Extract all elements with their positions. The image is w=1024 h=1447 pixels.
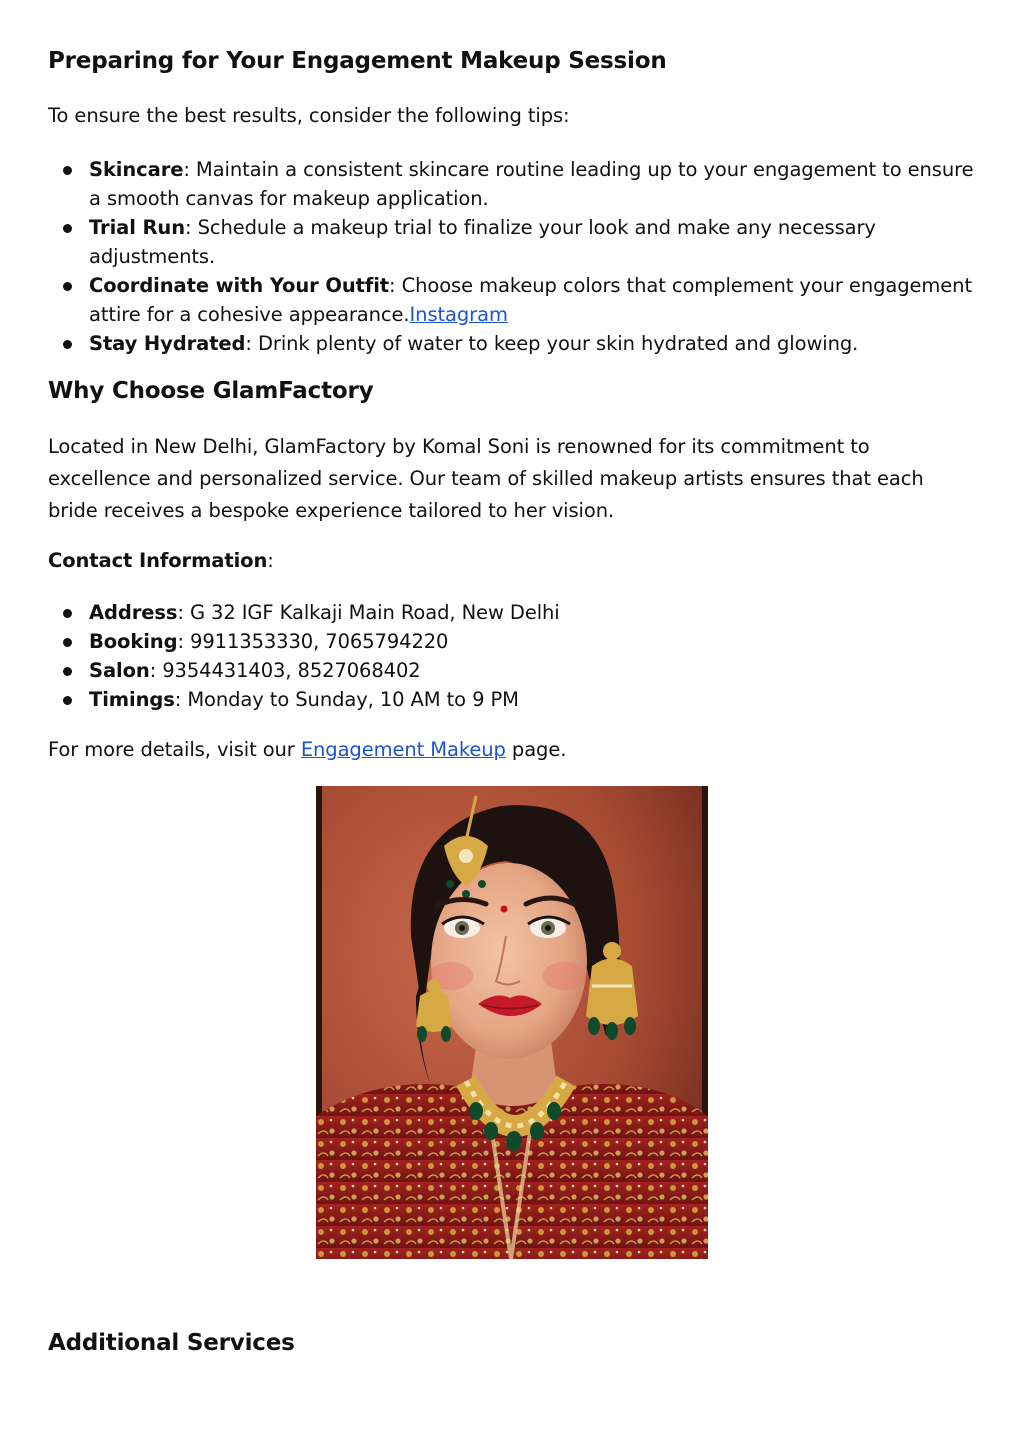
bullet-icon — [63, 638, 72, 647]
contact-separator: : — [174, 688, 188, 711]
contact-term: Booking — [89, 630, 178, 653]
details-suffix: page. — [505, 738, 567, 761]
bride-portrait-image — [316, 786, 708, 1259]
contact-separator: : — [149, 659, 163, 682]
tip-text: Drink plenty of water to keep your skin hydrated and glowing. — [257, 332, 859, 355]
instagram-link[interactable]: Instagram — [409, 303, 508, 326]
contact-separator: : — [177, 601, 190, 624]
contact-value: G 32 IGF Kalkaji Main Road, New Delhi — [189, 601, 560, 624]
tip-text: Choose makeup colors that complement your engagement attire for a cohesive appearance. — [89, 274, 972, 326]
tip-text: Maintain a consistent skincare routine leading up to your engagement to ensure a smooth canvas for makeup application. — [89, 158, 974, 210]
tip-term: Coordinate with Your Outfit — [89, 274, 390, 297]
contact-term: Salon — [89, 659, 150, 682]
bullet-icon — [63, 696, 72, 705]
bullet-icon — [63, 340, 72, 349]
list-item — [48, 213, 988, 271]
contact-value: 9911353330, 7065794220 — [190, 630, 449, 653]
list-item — [48, 271, 988, 329]
contact-value: 9354431403, 8527068402 — [162, 659, 421, 682]
bullet-icon — [63, 166, 72, 175]
list-item — [48, 155, 988, 213]
contact-label-text: Contact Information — [48, 549, 268, 572]
intro-text: To ensure the best results, consider the following tips: — [48, 104, 570, 127]
details-line — [48, 734, 566, 765]
section-heading-additional-services: Additional Services — [48, 1330, 295, 1356]
contact-list — [48, 598, 988, 714]
list-item — [48, 598, 988, 627]
list-item — [48, 329, 988, 358]
tip-term: Stay Hydrated — [89, 332, 246, 355]
tip-term: Skincare — [89, 158, 184, 181]
contact-information-label — [48, 545, 274, 576]
bullet-icon — [63, 224, 72, 233]
tip-separator: : — [245, 332, 258, 355]
bullet-icon — [63, 667, 72, 676]
bullet-icon — [63, 282, 72, 291]
tip-separator: : — [183, 158, 196, 181]
section-heading-why-choose: Why Choose GlamFactory — [48, 378, 374, 404]
section-heading-preparing: Preparing for Your Engagement Makeup Session — [48, 48, 667, 74]
about-paragraph: Located in New Delhi, GlamFactory by Komal Soni is renowned for its commitment to excellence and personalized service. Our team of skilled makeup artists ensures that each bride receives a bespoke experience tailored to her vision. — [48, 435, 924, 522]
contact-term: Address — [89, 601, 178, 624]
details-prefix: For more details, visit our — [48, 738, 301, 761]
contact-separator: : — [177, 630, 191, 653]
engagement-makeup-link[interactable]: Engagement Makeup — [300, 738, 506, 761]
bullet-icon — [63, 609, 72, 618]
tip-separator: : — [389, 274, 402, 297]
tips-list — [48, 155, 988, 358]
tip-text: Schedule a makeup trial to finalize your look and make any necessary adjustments. — [89, 216, 876, 268]
contact-value: Monday to Sunday, 10 AM to 9 PM — [187, 688, 519, 711]
list-item — [48, 627, 988, 656]
list-item — [48, 685, 988, 714]
contact-term: Timings — [89, 688, 175, 711]
tip-term: Trial Run — [89, 216, 185, 239]
contact-label-colon: : — [267, 549, 274, 572]
list-item — [48, 656, 988, 685]
tip-separator: : — [184, 216, 198, 239]
